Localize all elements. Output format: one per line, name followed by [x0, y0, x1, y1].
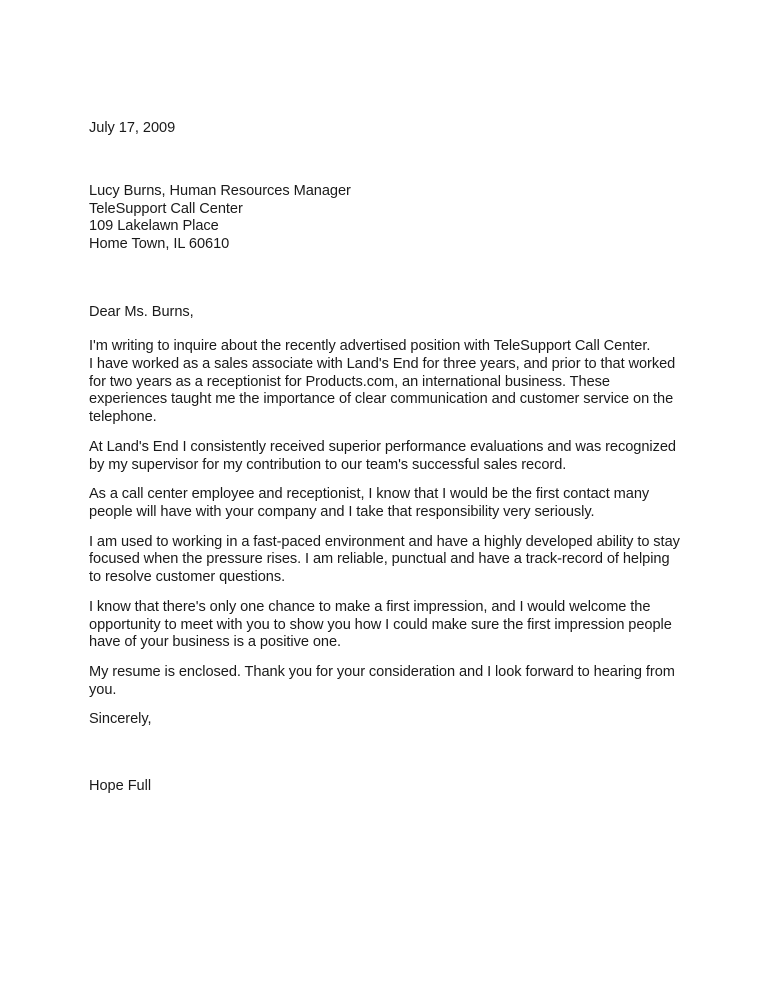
- recipient-address-block: [89, 183, 683, 253]
- letter-paragraph: I am used to working in a fast-paced environment and have a highly developed ability to stay focused when the pressure rises. I am reliable, punctual and have a track-record of helping to resolve customer questions.: [89, 533, 680, 586]
- letter-signature-name: Hope Full: [89, 778, 152, 795]
- letter-paragraph: As a call center employee and receptionist, I know that I would be the first contact many people will have with your company and I take that responsibility very seriously.: [89, 486, 650, 520]
- letter-paragraphs: [89, 338, 683, 699]
- letter-salutation: Dear Ms. Burns,: [89, 304, 194, 321]
- letter-body: [89, 119, 683, 796]
- letter-paragraph: I know that there's only one chance to make a first impression, and I would welcome the opportunity to meet with you to show you how I could make sure the first impression people have of your business is a positive one.: [89, 598, 672, 651]
- letter-paragraph: I'm writing to inquire about the recently advertised position with TeleSupport Call Center. I have worked as a sales associate with Land's End for three years, and prior to that worked for two years as a receptionist for Products.com, an international business. These experiences taught me the importance of clear communication and customer service on the telephone.: [89, 338, 676, 426]
- recipient-name-title: Lucy Burns, Human Resources Manager: [89, 183, 351, 199]
- recipient-company: TeleSupport Call Center: [89, 200, 243, 217]
- letter-date: July 17, 2009: [89, 120, 176, 136]
- letter-closing: Sincerely,: [89, 711, 152, 728]
- letter-paragraph: At Land's End I consistently received superior performance evaluations and was recognized by my supervisor for my contribution to our team's successful sales record.: [89, 438, 676, 473]
- recipient-city-state-zip: Home Town, IL 60610: [89, 235, 230, 252]
- recipient-street: 109 Lakelawn Place: [89, 218, 219, 235]
- letter-paragraph: My resume is enclosed. Thank you for your consideration and I look forward to hearing from you.: [89, 663, 675, 698]
